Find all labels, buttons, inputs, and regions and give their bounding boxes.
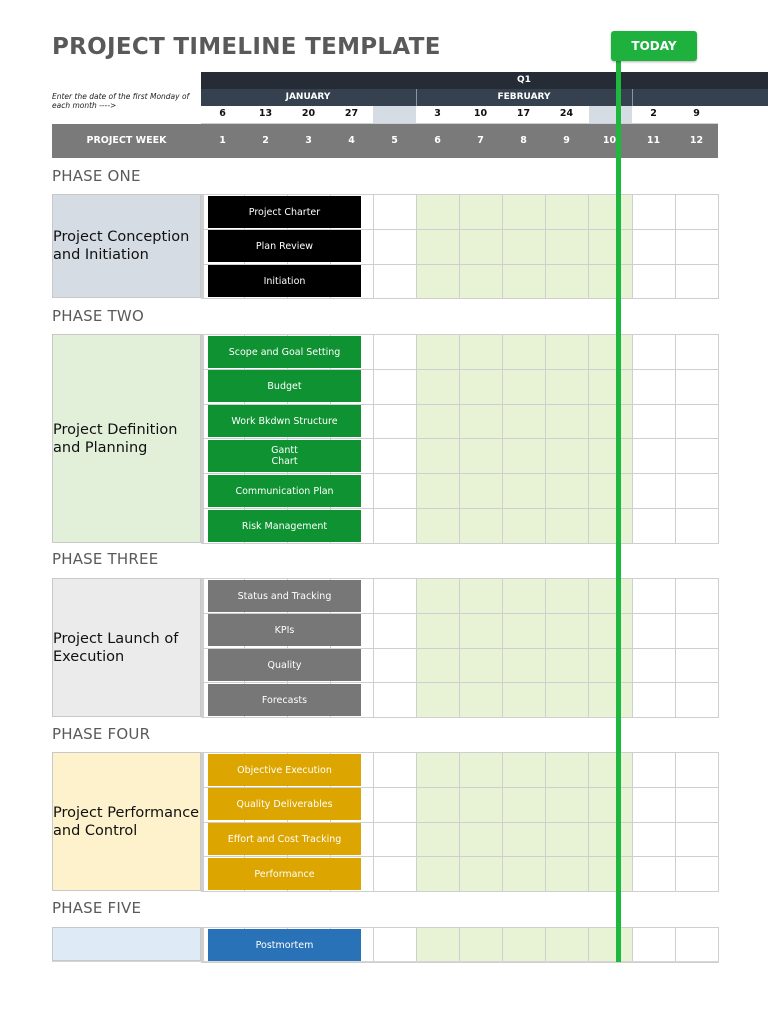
grid-column (502, 927, 503, 961)
week-number: 11 (646, 135, 661, 146)
grid-column (718, 334, 719, 543)
phase-box (52, 578, 201, 717)
task-bar[interactable]: Status and Tracking (208, 580, 361, 612)
date-cell[interactable]: 20 (301, 108, 316, 119)
grid-column (545, 752, 546, 891)
quarter-bar-overflow (718, 72, 768, 89)
date-cell[interactable]: 27 (344, 108, 359, 119)
grid-column (588, 578, 589, 717)
task-bar[interactable]: Initiation (208, 265, 361, 297)
task-bar[interactable]: Gantt Chart (208, 440, 361, 472)
task-bar[interactable]: Plan Review (208, 230, 361, 262)
grid-line (201, 682, 719, 683)
task-bar[interactable]: Forecasts (208, 684, 361, 716)
project-week-label: PROJECT WEEK (86, 135, 167, 146)
week-number: 12 (689, 135, 704, 146)
date-cell[interactable]: 3 (434, 108, 441, 119)
week-number: 5 (391, 135, 398, 146)
month-label-january: JANUARY (285, 92, 331, 102)
grid-column (588, 334, 589, 543)
task-bar[interactable]: Postmortem (208, 929, 361, 961)
highlight-weeks-fill (416, 927, 632, 961)
grid-line (201, 298, 719, 299)
task-bar[interactable]: Quality (208, 649, 361, 681)
month-label-february: FEBRUARY (497, 92, 551, 102)
grid-column (502, 334, 503, 543)
grid-line (201, 717, 719, 718)
grid-line (201, 927, 719, 928)
grid-column (545, 927, 546, 961)
grid-column (416, 927, 417, 961)
week-number: 1 (219, 135, 226, 146)
task-bar[interactable]: KPIs (208, 614, 361, 646)
phase-name: Project Conception and Initiation (53, 229, 190, 263)
grid-column (718, 752, 719, 891)
task-bar[interactable]: Effort and Cost Tracking (208, 823, 361, 855)
week-number: 6 (434, 135, 441, 146)
grid-column (459, 194, 460, 298)
date-cell[interactable]: 13 (258, 108, 273, 119)
grid-column (632, 194, 633, 298)
grid-column (373, 752, 374, 891)
grid-column (675, 752, 676, 891)
phase-title: PHASE FOUR (52, 725, 151, 743)
grid-column (502, 752, 503, 891)
quarter-bar (201, 72, 718, 89)
grid-column (545, 194, 546, 298)
today-button[interactable]: TODAY (611, 31, 697, 61)
grid-column (545, 578, 546, 717)
grid-column (675, 578, 676, 717)
phase-title: PHASE TWO (52, 307, 144, 325)
grid-column (718, 578, 719, 717)
grid-column (502, 578, 503, 717)
week-number: 4 (348, 135, 355, 146)
phase-title: PHASE THREE (52, 550, 159, 568)
page-title: PROJECT TIMELINE TEMPLATE (52, 34, 441, 60)
phase-separator (201, 194, 204, 298)
grid-column (588, 927, 589, 961)
grid-column (459, 334, 460, 543)
grid-column (373, 578, 374, 717)
date-cell[interactable] (373, 106, 416, 122)
phase-separator (201, 927, 204, 961)
phase-name: Project Definition and Planning (53, 421, 178, 456)
task-bar[interactable]: Performance (208, 858, 361, 890)
task-bar[interactable]: Project Charter (208, 196, 361, 228)
grid-line (201, 194, 719, 195)
grid-column (675, 334, 676, 543)
phase-box (52, 334, 201, 543)
grid-line (201, 856, 719, 857)
date-cell[interactable]: 9 (693, 108, 700, 119)
grid-column (459, 927, 460, 961)
week-number: 9 (563, 135, 570, 146)
grid-line (201, 543, 719, 544)
task-bar[interactable]: Objective Execution (208, 754, 361, 786)
today-marker-line (616, 56, 621, 962)
grid-column (373, 194, 374, 298)
grid-column (459, 752, 460, 891)
week-number: 3 (305, 135, 312, 146)
date-cell[interactable]: 2 (650, 108, 657, 119)
grid-line (201, 473, 719, 474)
grid-column (373, 927, 374, 961)
phase-title: PHASE ONE (52, 167, 141, 185)
grid-line (201, 962, 719, 963)
task-bar[interactable]: Quality Deliverables (208, 788, 361, 820)
month-divider (632, 89, 633, 106)
grid-line (201, 334, 719, 335)
grid-column (718, 927, 719, 961)
grid-line (201, 891, 719, 892)
phase-separator (201, 334, 204, 543)
phase-title: PHASE FIVE (52, 899, 142, 917)
date-cell[interactable]: 17 (516, 108, 531, 119)
grid-column (502, 194, 503, 298)
phase-separator (201, 578, 204, 717)
month-bar-overflow (718, 89, 768, 106)
grid-column (416, 752, 417, 891)
week-number: 10 (602, 135, 617, 146)
week-number: 8 (520, 135, 527, 146)
week-number: 7 (477, 135, 484, 146)
grid-line (201, 752, 719, 753)
grid-column (588, 194, 589, 298)
date-cell[interactable]: 6 (219, 108, 226, 119)
grid-column (373, 334, 374, 543)
grid-column (588, 752, 589, 891)
date-cell[interactable]: 10 (473, 108, 488, 119)
quarter-label: Q1 (517, 75, 531, 85)
highlight-weeks-fill (416, 194, 632, 298)
grid-line (201, 508, 719, 509)
task-bar[interactable]: Budget (208, 370, 361, 402)
grid-column (675, 194, 676, 298)
grid-column (632, 752, 633, 891)
grid-line (201, 438, 719, 439)
grid-column (459, 578, 460, 717)
phase-box (52, 752, 201, 891)
grid-column (632, 334, 633, 543)
task-bar[interactable]: Scope and Goal Setting (208, 336, 361, 368)
grid-column (416, 578, 417, 717)
grid-column (416, 334, 417, 543)
phase-name: Project Launch of Execution (53, 630, 179, 665)
grid-column (632, 927, 633, 961)
grid-line (201, 578, 719, 579)
date-instruction: Enter the date of the first Monday of each month ----> (52, 92, 190, 110)
grid-column (416, 194, 417, 298)
date-cell[interactable] (588, 106, 631, 122)
task-bar[interactable]: Communication Plan (208, 475, 361, 507)
week-number: 2 (262, 135, 269, 146)
month-divider (416, 89, 417, 106)
task-bar[interactable]: Risk Management (208, 510, 361, 542)
grid-column (632, 578, 633, 717)
grid-column (545, 334, 546, 543)
phase-box (52, 194, 201, 298)
phase-box (52, 927, 201, 961)
grid-column (675, 927, 676, 961)
grid-column (718, 194, 719, 298)
phase-name: Project Performance and Control (53, 804, 200, 839)
phase-separator (201, 752, 204, 891)
task-bar[interactable]: Work Bkdwn Structure (208, 405, 361, 437)
date-cell[interactable]: 24 (559, 108, 574, 119)
